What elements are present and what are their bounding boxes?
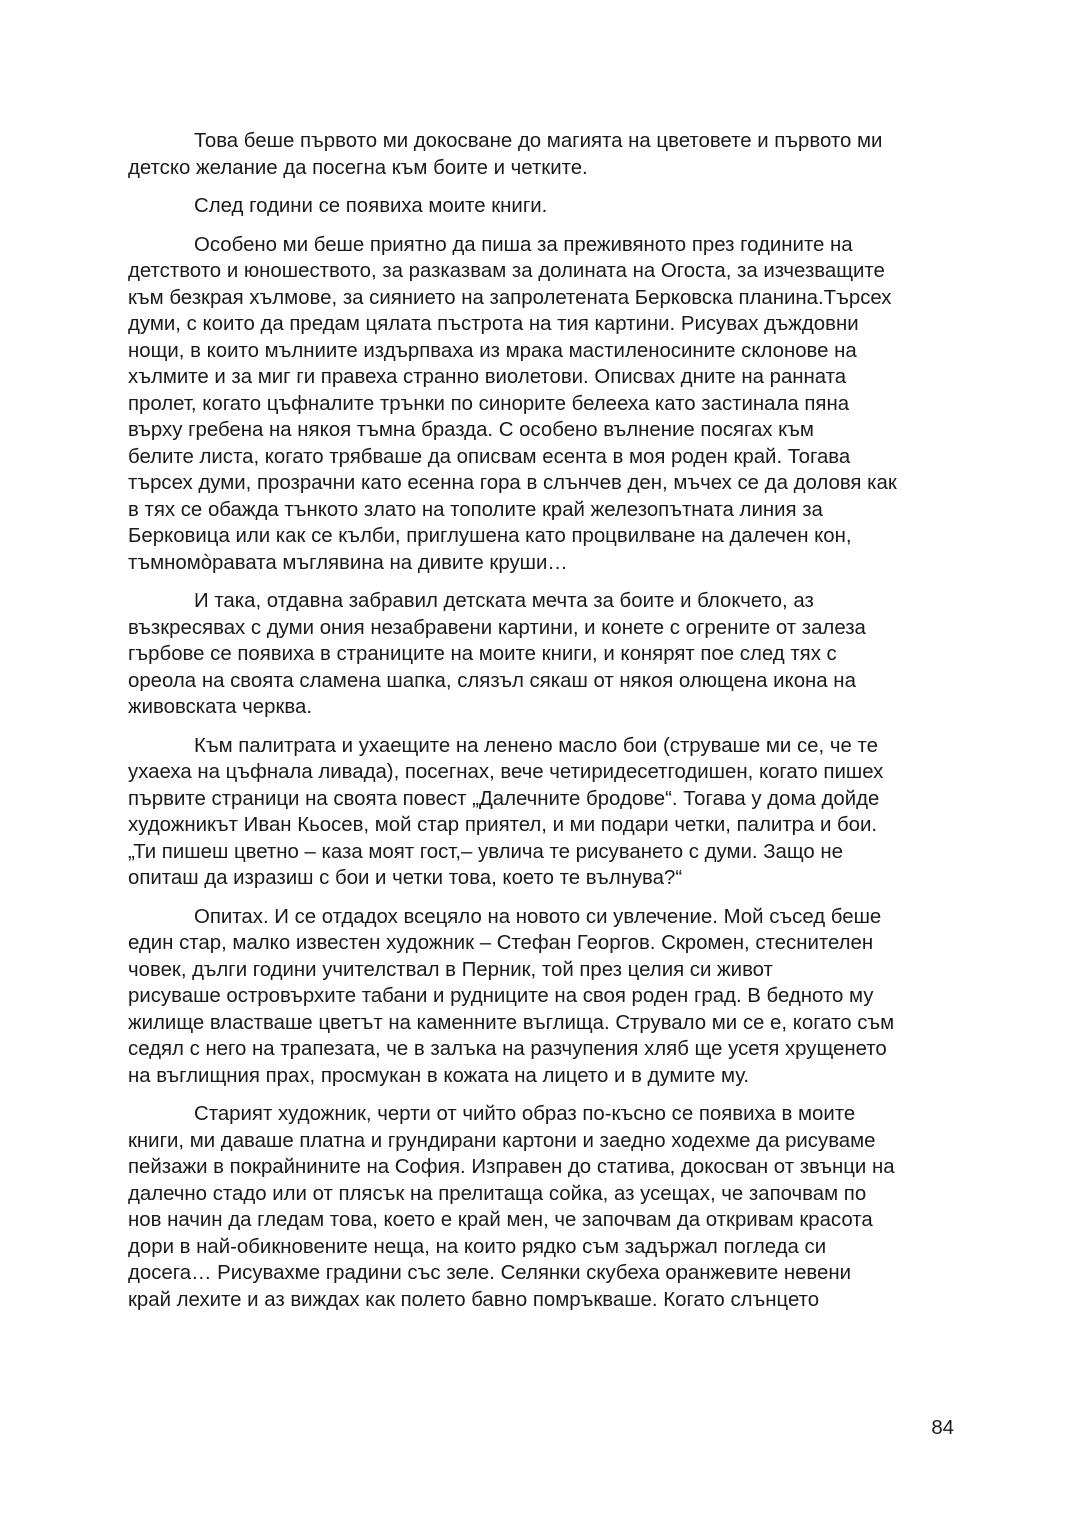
body-text [128, 128, 954, 1325]
paragraph: Това беше първото ми докосване до магията на цветовете и първото ми детско желание да посегна към боите и четките. [128, 130, 883, 179]
paragraph: Към палитрата и ухаещите на ленено масло бои (струваше ми се, че те ухаеха на цъфнала ливада), посегнах, вече четиридесетгодишен, когато пишех първите страници на своята повест „Далечните бродове“. Тогава у дома дойде художникът Иван Кьосев, мой стар приятел, и ми подари четки, палитра и бои. „Ти пишеш цветно – каза моят гост,– увлича те рисуването с думи. Защо не опиташ да изразиш с бои и четки това, което те вълнува?“ [128, 734, 884, 889]
paragraph: Особено ми беше приятно да пиша за преживяното през годините на детството и юношеството, за разказвам за долината на Огоста, за изчезващите към безкрая хълмове, за сиянието на запролетената Берковска планина.Търсех думи, с които да предам цялата пъстрота на тия картини. Рисувах дъждовни нощи, в които мълниите издърпваха из мрака мастиленосините склонове на хълмите и за миг ги правеха странно виолетови. Описвах дните на ранната пролет, когато цъфналите трънки по синорите белееха като застинала пяна върху гребена на някоя тъмна бразда. С особено вълнение посягах към белите листа, когато трябваше да описвам есента в моя роден край. Тогава търсех думи, прозрачни като есенна гора в слънчев ден, мъчех се да доловя как в тях се обажда тънкото злато на тополите край железопътната линия за Берковица или как се кълби, приглушена като процвилване на далечен кон, тъмномòравата мъглявина на дивите круши… [128, 233, 897, 574]
page-number: 84 [931, 1417, 954, 1439]
paragraph: След години се появиха моите книги. [194, 195, 548, 217]
paragraph: Старият художник, черти от чийто образ по-късно се появиха в моите книги, ми даваше платна и грундирани картони и заедно ходехме да рисуваме пейзажи в покрайнините на София. Изправен до статива, докосван от звънци на далечно стадо или от плясък на прелитаща сойка, аз усещах, че започвам по нов начин да гледам това, което е край мен, че започвам да откривам красота дори в най-обикновените неща, на които рядко съм задържал погледа си досега… Рисувахме градини със зеле. Селянки скубеха оранжевите невени край лехите и аз виждах как полето бавно помръкваше. Когато слънцето [128, 1103, 895, 1311]
paragraph: И така, отдавна забравил детската мечта за боите и блокчето, аз възкресявах с думи ония незабравени картини, и конете с огрените от залеза гърбове се появиха в страниците на моите книги, и конярят пое след тях с ореола на своята сламена шапка, слязъл сякаш от някоя олющена икона на живовската черква. [128, 590, 866, 718]
paragraph: Опитах. И се отдадох всецяло на новото си увлечение. Мой съсед беше един стар, малко известен художник – Стефан Георгов. Скромен, стеснителен човек, дълги години учителствал в Перник, той през целия си живот рисуваше островърхите табани и рудниците на своя роден град. В бедното му жилище властваше цветът на каменните въглища. Струвало ми се е, когато съм седял с него на трапезата, че в залъка на разчупения хляб ще усетя хрущенето на въглищния прах, просмукан в кожата на лицето и в думите му. [128, 905, 895, 1087]
